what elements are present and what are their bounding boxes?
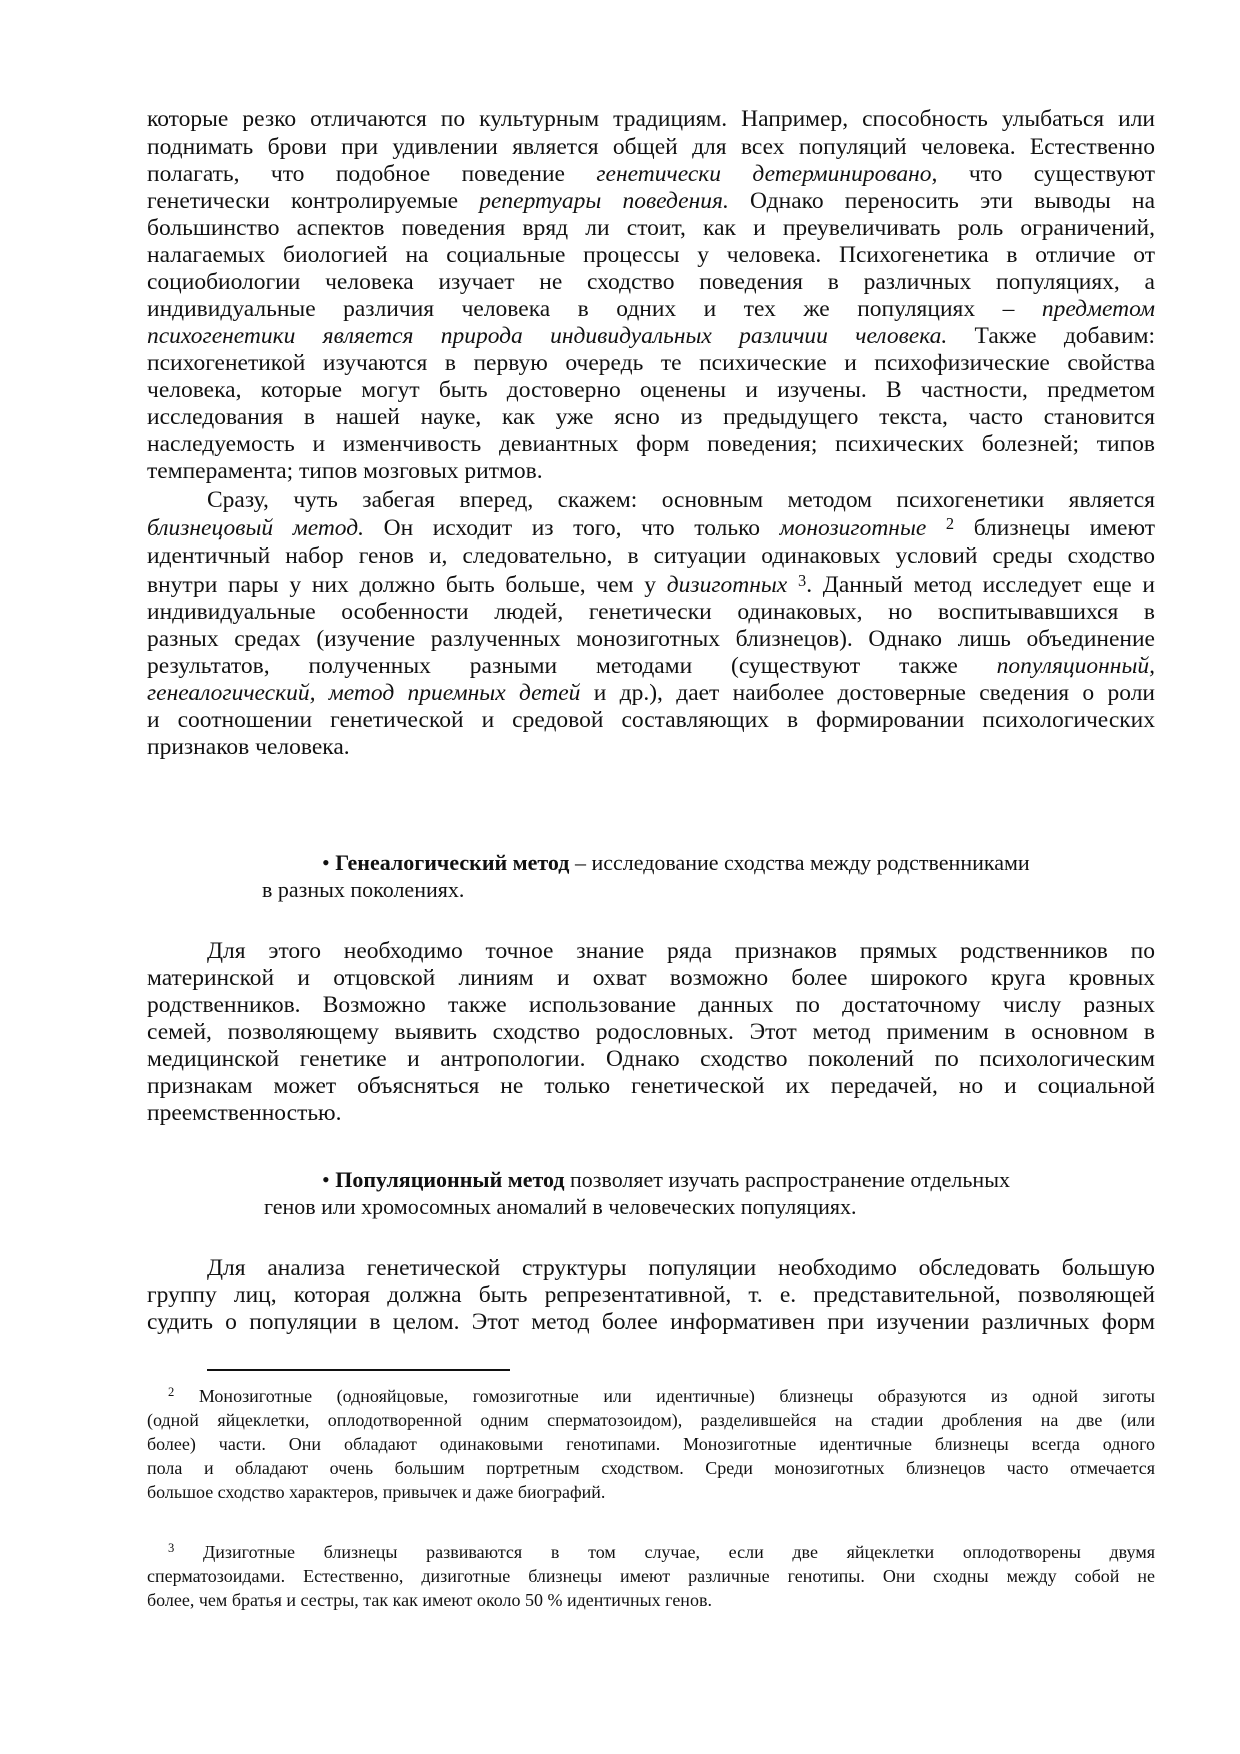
paragraph-4-line: группу лиц, которая должна быть репрезентативной, т. е. представительной, позволяющей (147, 1282, 1155, 1308)
text-run: Он исходит из того, что только (364, 515, 780, 541)
text-run: внутри пары у них должно быть больше, чем у (147, 572, 667, 598)
bullet-icon: • (322, 1167, 330, 1192)
paragraph-3-line: преемственностью. (147, 1100, 342, 1126)
paragraph-1-line: темперамента; типов мозговых ритмов. (147, 458, 543, 484)
footnote-2-line: пола и обладают очень большим портретным сходством. Среди монозиготных близнецов часто отмечается (147, 1458, 1155, 1478)
footnote-ref-2[interactable]: 2 (945, 514, 955, 533)
paragraph-2-line (147, 514, 1155, 542)
paragraph-3-line: медицинской генетике и антропологии. Однако сходство поколений по психологическим (147, 1046, 1155, 1072)
footnote-ref-3[interactable]: 3 (797, 571, 807, 590)
paragraph-1-line: большинство аспектов поведения вряд ли стоит, как и преувеличивать роль ограничений, (147, 215, 1155, 241)
paragraph-2-line: идентичный набор генов и, следовательно, в ситуации одинаковых условий среды сходство (147, 543, 1155, 569)
bullet-text: позволяет изучать распространение отдельных (564, 1167, 1010, 1192)
text-run: Дизиготные близнецы развиваются в том случае, если две яйцеклетки оплодотворены двумя (203, 1542, 1155, 1562)
footnote-number: 2 (168, 1385, 175, 1399)
bullet-icon: • (322, 850, 330, 875)
bullet-text: – исследование сходства между родственниками (569, 850, 1030, 875)
italic-term: генетически детерминировано, (596, 161, 938, 187)
footnote-3-line: более, чем братья и сестры, так как имеют около 50 % идентичных генов. (147, 1590, 712, 1610)
paragraph-2-line (147, 571, 1155, 599)
text-run: генетически контролируемые (147, 188, 480, 214)
text-run: результатов, полученных разными методами (существуют также (147, 653, 997, 679)
text-run: Монозиготные (однояйцовые, гомозиготные или идентичные) близнецы образуются из одной зиготы (198, 1386, 1156, 1406)
paragraph-3-line: материнской и отцовской линиям и охват возможно более широкого круга кровных (147, 965, 1155, 991)
paragraph-4-line: судить о популяции в целом. Этот метод более информативен при изучении различных форм (147, 1309, 1155, 1335)
paragraph-1-line: человека, которые могут быть достоверно оценены и изучены. В частности, предметом (147, 377, 1155, 403)
text-run: и др.), дает наиболее достоверные сведения о роли (580, 680, 1156, 706)
bullet-genealogical-method-cont: в разных поколениях. (262, 877, 465, 902)
paragraph-2-line: разных средах (изучение разлученных монозиготных близнецов). Однако лишь объединение (147, 626, 1155, 652)
paragraph-1-line: социобиологии человека изучает не сходство поведения в различных популяциях, а (147, 269, 1155, 295)
paragraph-3-line: родственников. Возможно также использование данных по достаточному числу разных (147, 992, 1155, 1018)
paragraph-1-line (147, 295, 1155, 323)
paragraph-2-line: признаков человека. (147, 734, 350, 760)
paragraph-2-line (147, 652, 1155, 680)
text-run: Также добавим: (947, 323, 1155, 349)
paragraph-1-line: которые резко отличаются по культурным традициям. Например, способность улыбаться или (147, 106, 1155, 132)
paragraph-1-line: психогенетикой изучаются в первую очередь те психические и психофизические свойства (147, 350, 1155, 376)
footnote-2-line: (одной яйцеклетки, оплодотворенной одним сперматозоидом), разделившейся на стадии дробления на две (или (147, 1410, 1155, 1430)
bullet-term: Популяционный метод (335, 1167, 565, 1192)
italic-term: психогенетики является природа индивидуальных различии человека. (147, 323, 948, 349)
text-run: . Данный метод исследует еще и (806, 572, 1155, 598)
paragraph-1-line: наследуемость и изменчивость девиантных форм поведения; психических болезней; типов (147, 431, 1155, 457)
paragraph-1-line: налагаемых биологией на социальные процессы у человека. Психогенетика в отличие от (147, 242, 1155, 268)
bullet-genealogical-method (322, 850, 1030, 876)
italic-term: монозиготные (779, 515, 927, 541)
paragraph-4-line: Для анализа генетической структуры популяции необходимо обследовать большую (207, 1255, 1155, 1281)
paragraph-3-line: Для этого необходимо точное знание ряда признаков прямых родственников по (207, 938, 1155, 964)
bullet-population-method-cont: генов или хромосомных аномалий в человеческих популяциях. (264, 1194, 857, 1219)
text-run: близнецы имеют (954, 515, 1155, 541)
paragraph-2-line (147, 679, 1155, 707)
paragraph-3-line: семей, позволяющему выявить сходство родословных. Этот метод применим в основном в (147, 1019, 1155, 1045)
paragraph-2-line: индивидуальные особенности людей, генетически одинаковых, но воспитывавшихся в (147, 599, 1155, 625)
paragraph-1-line: поднимать брови при удивлении является общей для всех популяций человека. Естественно (147, 134, 1155, 160)
footnote-2-line (168, 1384, 1155, 1408)
paragraph-1-line: исследования в нашей науке, как уже ясно из предыдущего текста, часто становится (147, 404, 1155, 430)
bullet-term: Генеалогический метод (335, 850, 570, 875)
paragraph-3-line: признакам может объясняться не только генетической их передачей, но и социальной (147, 1073, 1155, 1099)
paragraph-2-line: и соотношении генетической и средовой составляющих в формировании психологических (147, 707, 1155, 733)
text-run: что существуют (937, 161, 1155, 187)
italic-term: репертуары поведения. (479, 188, 729, 214)
italic-term: близнецовый метод. (147, 515, 365, 541)
italic-term: дизиготных (666, 572, 788, 598)
footnote-2-line: более) части. Они обладают одинаковыми генотипами. Монозиготные идентичные близнецы всегда одного (147, 1434, 1155, 1454)
footnote-3-line (168, 1540, 1155, 1564)
italic-term: генеалогический, метод приемных детей (147, 680, 581, 706)
footnote-2-line: большое сходство характеров, привычек и даже биографий. (147, 1482, 606, 1502)
footnote-number: 3 (168, 1541, 175, 1555)
paragraph-1-line (147, 160, 1155, 188)
italic-term: популяционный, (996, 653, 1155, 679)
italic-term: предметом (1041, 296, 1155, 322)
footnote-separator (207, 1369, 510, 1371)
paragraph-1-line (147, 187, 1155, 215)
paragraph-2-line: Сразу, чуть забегая вперед, скажем: основным методом психогенетики является (207, 487, 1155, 513)
text-run: полагать, что подобное поведение (147, 161, 597, 187)
text-run: Однако переносить эти выводы на (728, 188, 1156, 214)
paragraph-1-line (147, 322, 1155, 350)
footnote-3-line: сперматозоидами. Естественно, дизиготные близнецы имеют различные генотипы. Они сходны между собой не (147, 1566, 1155, 1586)
bullet-population-method (322, 1167, 1010, 1193)
text-run: индивидуальные различия человека в одних и тех же популяциях – (147, 296, 1042, 322)
